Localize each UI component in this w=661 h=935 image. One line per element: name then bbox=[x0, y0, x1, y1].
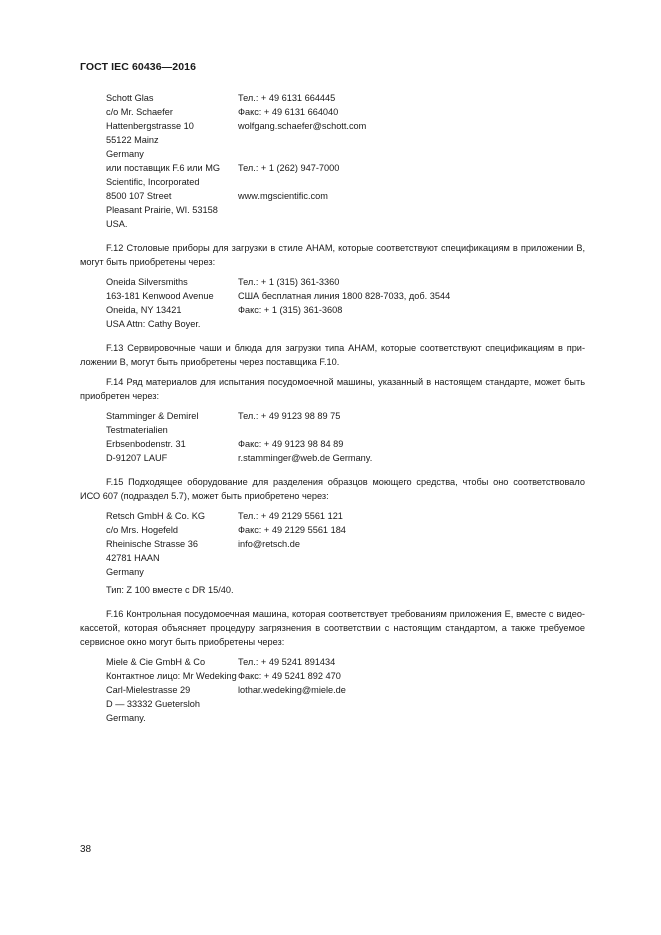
address-line bbox=[80, 275, 585, 289]
address-block-stamminger bbox=[80, 409, 585, 465]
address-line bbox=[80, 565, 585, 579]
address-text: Oneida Silversmiths bbox=[106, 277, 188, 287]
contact-text: lothar.wedeking@miele.de bbox=[238, 685, 346, 695]
paragraph-f14: F.14 Ряд материалов для испытания посудомоечной машины, указанный в настоящем стандарте, может быть приобретен через: bbox=[80, 377, 585, 401]
address-line bbox=[80, 697, 585, 711]
address-line bbox=[80, 669, 585, 683]
contact-text: Факс: + 49 5241 892 470 bbox=[238, 671, 341, 681]
address-text: Schott Glas bbox=[106, 93, 154, 103]
type-note: Тип: Z 100 вместе с DR 15/40. bbox=[106, 585, 234, 595]
paragraph-f12: F.12 Столовые приборы для загрузки в стиле АНАМ, которые соответствуют спецификациям в приложении В, могут быть приобретены через: bbox=[80, 243, 585, 267]
contact-text: Факс: + 49 9123 98 84 89 bbox=[238, 439, 344, 449]
address-line bbox=[80, 423, 585, 437]
address-text: Miele & Cie GmbH & Co bbox=[106, 657, 206, 667]
address-text: c/o Mrs. Hogefeld bbox=[106, 525, 178, 535]
contact-text: Тел.: + 49 5241 891434 bbox=[238, 657, 336, 667]
address-line bbox=[80, 161, 585, 175]
page-number: 38 bbox=[80, 844, 92, 855]
address-line bbox=[80, 451, 585, 465]
contact-text: Тел.: + 49 2129 5561 121 bbox=[238, 511, 343, 521]
address-block-retsch bbox=[80, 509, 585, 579]
contact-text: Факс: + 49 6131 664040 bbox=[238, 107, 339, 117]
address-text: Erbsenbodenstr. 31 bbox=[106, 439, 186, 449]
address-text: D-91207 LAUF bbox=[106, 453, 168, 463]
address-line bbox=[80, 509, 585, 523]
address-text: 55122 Mainz bbox=[106, 135, 159, 145]
contact-text: Факс: + 1 (315) 361-3608 bbox=[238, 305, 343, 315]
address-text: или поставщик F.6 или MG bbox=[106, 163, 220, 173]
type-note-row bbox=[80, 583, 585, 597]
address-line bbox=[80, 303, 585, 317]
address-text: Scientific, Incorporated bbox=[106, 177, 200, 187]
address-text: Retsch GmbH & Co. KG bbox=[106, 511, 206, 521]
address-line bbox=[80, 91, 585, 105]
paragraph-f16: F.16 Контрольная посудомоечная машина, которая соответствует требованиям приложения Е, вместе с видео-кассетой, которая объясняет процедуру загрязнения в соответствии с настоящим стандартом, а также требуемое сервисное окно могут быть приобретены через: bbox=[80, 609, 585, 647]
address-text: Germany bbox=[106, 567, 144, 577]
address-line bbox=[80, 105, 585, 119]
address-line bbox=[80, 189, 585, 203]
contact-text: Факс: + 49 2129 5561 184 bbox=[238, 525, 346, 535]
address-line bbox=[80, 711, 585, 725]
address-text: USA. bbox=[106, 219, 128, 229]
address-line bbox=[80, 147, 585, 161]
address-text: Rheinische Strasse 36 bbox=[106, 539, 198, 549]
address-line bbox=[80, 119, 585, 133]
paragraph-f15: F.15 Подходящее оборудование для разделения образцов моющего средства, чтобы оно соответствовало ИСО 607 (подраздел 5.7), может быть приобретено через: bbox=[80, 477, 585, 501]
address-text: D — 33332 Guetersloh bbox=[106, 699, 200, 709]
address-line bbox=[80, 409, 585, 423]
address-text: USA Attn: Cathy Boyer. bbox=[106, 319, 201, 329]
address-text: Testmaterialien bbox=[106, 425, 168, 435]
contact-text: Тел.: + 49 6131 664445 bbox=[238, 93, 336, 103]
address-line bbox=[80, 523, 585, 537]
address-block-oneida bbox=[80, 275, 585, 331]
address-text: Germany bbox=[106, 149, 144, 159]
address-text: Контактное лицо: Mr Wedeking bbox=[106, 671, 237, 681]
address-text: Hattenbergstrasse 10 bbox=[106, 121, 194, 131]
contact-text: www.mgscientific.com bbox=[238, 191, 328, 201]
address-line bbox=[80, 437, 585, 451]
document-header: ГОСТ IEC 60436—2016 bbox=[80, 61, 197, 73]
paragraph-f13: F.13 Сервировочные чаши и блюда для загрузки типа АНАМ, которые соответствуют спецификациям в при-ложении В, могут быть приобретены через поставщика F.10. bbox=[80, 343, 585, 367]
address-line bbox=[80, 537, 585, 551]
address-line bbox=[80, 217, 585, 231]
contact-text: wolfgang.schaefer@schott.com bbox=[238, 121, 367, 131]
contact-text: r.stamminger@web.de Germany. bbox=[238, 453, 373, 463]
address-line bbox=[80, 133, 585, 147]
address-text: 163-181 Kenwood Avenue bbox=[106, 291, 214, 301]
address-block-schott bbox=[80, 91, 585, 231]
address-text: Stamminger & Demirel bbox=[106, 411, 199, 421]
contact-text: Тел.: + 1 (315) 361-3360 bbox=[238, 277, 340, 287]
address-line bbox=[80, 551, 585, 565]
address-text: Carl-Mielestrasse 29 bbox=[106, 685, 191, 695]
address-line bbox=[80, 683, 585, 697]
address-text: 42781 HAAN bbox=[106, 553, 160, 563]
address-text: Germany. bbox=[106, 713, 146, 723]
address-line bbox=[80, 175, 585, 189]
address-block-miele bbox=[80, 655, 585, 725]
address-text: Pleasant Prairie, WI. 53158 bbox=[106, 205, 218, 215]
contact-text: США бесплатная линия 1800 828-7033, доб. 3544 bbox=[238, 291, 451, 301]
address-line bbox=[80, 289, 585, 303]
address-text: Oneida, NY 13421 bbox=[106, 305, 182, 315]
address-line bbox=[80, 317, 585, 331]
contact-text: info@retsch.de bbox=[238, 539, 300, 549]
address-line bbox=[80, 203, 585, 217]
address-line bbox=[80, 655, 585, 669]
address-text: 8500 107 Street bbox=[106, 191, 172, 201]
contact-text: Тел.: + 1 (262) 947-7000 bbox=[238, 163, 340, 173]
document-body bbox=[80, 91, 585, 725]
address-text: c/o Mr. Schaefer bbox=[106, 107, 173, 117]
contact-text: Тел.: + 49 9123 98 89 75 bbox=[238, 411, 341, 421]
